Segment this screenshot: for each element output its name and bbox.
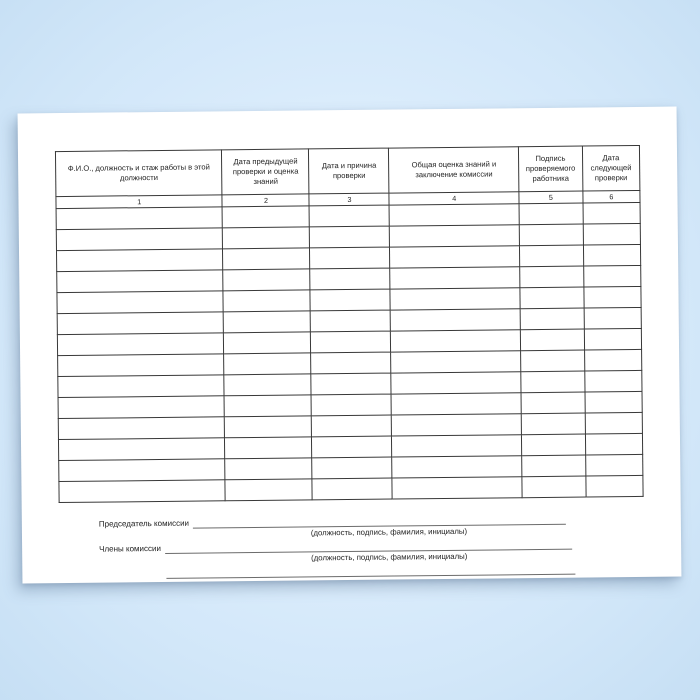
table-empty-cell: [58, 417, 225, 440]
table-empty-cell: [311, 331, 391, 353]
table-empty-cell: [312, 436, 392, 458]
signature-caption: (должность, подпись, фамилия, инициалы): [310, 526, 468, 537]
table-empty-cell: [585, 433, 642, 455]
table-empty-cell: [519, 203, 583, 225]
table-empty-cell: [56, 207, 223, 230]
table-empty-cell: [58, 438, 225, 461]
table-empty-cell: [520, 266, 584, 288]
table-empty-cell: [521, 371, 585, 393]
table-empty-cell: [391, 330, 521, 352]
table-empty-cell: [310, 226, 390, 248]
table-empty-cell: [521, 350, 585, 372]
table-empty-cell: [391, 393, 521, 415]
table-empty-cell: [522, 455, 586, 477]
table-empty-cell: [224, 374, 311, 396]
table-empty-cell: [390, 267, 520, 289]
table-empty-cell: [390, 246, 520, 268]
table-empty-cell: [223, 290, 310, 312]
table-empty-cell: [585, 412, 642, 434]
table-empty-cell: [59, 459, 226, 482]
table-empty-cell: [520, 245, 584, 267]
table-empty-cell: [392, 456, 522, 478]
table-empty-cell: [310, 247, 390, 269]
column-number-cell: 5: [519, 191, 583, 204]
table-empty-cell: [584, 286, 641, 308]
table-empty-cell: [225, 437, 312, 459]
header-cell-fio: Ф.И.О., должность и стаж работы в этой должности: [55, 150, 222, 197]
table-empty-cell: [391, 372, 521, 394]
column-number-cell: 1: [56, 195, 223, 209]
table-empty-cell: [311, 310, 391, 332]
header-cell-overall-assessment: Общая оценка знаний и заключение комиссии: [389, 147, 519, 193]
table-empty-cell: [583, 202, 640, 224]
table-empty-cell: [57, 270, 224, 293]
table-empty-cell: [223, 248, 310, 270]
table-empty-cell: [521, 413, 585, 435]
table-empty-cell: [520, 308, 584, 330]
column-number-cell: 3: [309, 193, 389, 206]
chairman-label: Председатель комиссии: [98, 518, 190, 529]
extra-member-signature-line: [166, 563, 575, 578]
table-empty-cell: [390, 225, 520, 247]
table-empty-cell: [583, 265, 640, 287]
table-empty-cell: [225, 458, 312, 480]
table-empty-cell: [224, 353, 311, 375]
signature-caption: (должность, подпись, фамилия, инициалы): [311, 551, 468, 562]
table-empty-cell: [310, 268, 390, 290]
document-page: [18, 107, 682, 584]
table-empty-cell: [583, 223, 640, 245]
table-empty-cell: [312, 457, 392, 479]
table-blank-rows: [56, 202, 643, 502]
table-empty-cell: [519, 224, 583, 246]
table-empty-cell: [584, 349, 641, 371]
table-empty-cell: [224, 332, 311, 354]
table-empty-cell: [521, 392, 585, 414]
header-cell-signature: Подпись проверяемого работника: [519, 146, 583, 192]
signature-block: [99, 511, 620, 579]
table-empty-cell: [522, 476, 586, 498]
table-empty-cell: [583, 244, 640, 266]
table-empty-cell: [58, 354, 225, 377]
table-empty-cell: [520, 287, 584, 309]
table-empty-cell: [59, 480, 226, 503]
table-empty-cell: [57, 312, 224, 335]
header-cell-next-check: Дата следующей проверки: [582, 145, 640, 191]
table-empty-cell: [312, 478, 392, 500]
table-empty-cell: [585, 454, 642, 476]
page-content: [18, 107, 682, 580]
table-empty-cell: [389, 204, 519, 226]
table-empty-cell: [57, 291, 224, 314]
table-empty-cell: [310, 289, 390, 311]
header-cell-previous-check: Дата предыдущей проверки и оценка знаний: [222, 149, 309, 195]
table-empty-cell: [58, 396, 225, 419]
table-empty-cell: [391, 309, 521, 331]
table-empty-cell: [391, 351, 521, 373]
table-empty-cell: [584, 328, 641, 350]
table-empty-cell: [520, 329, 584, 351]
table-empty-cell: [390, 288, 520, 310]
table-header-row: [55, 145, 639, 196]
column-number-cell: 2: [222, 194, 309, 207]
table-empty-cell: [225, 479, 312, 501]
table-empty-cell: [311, 352, 391, 374]
table-empty-cell: [223, 269, 310, 291]
table-empty-cell: [392, 435, 522, 457]
table-empty-cell: [224, 395, 311, 417]
table-empty-cell: [222, 206, 309, 228]
table-empty-cell: [57, 333, 224, 356]
table-empty-cell: [223, 227, 310, 249]
table-empty-cell: [585, 370, 642, 392]
table-empty-cell: [56, 228, 223, 251]
knowledge-check-table: [55, 145, 644, 503]
table-empty-cell: [311, 373, 391, 395]
table-empty-cell: [224, 311, 311, 333]
table-empty-cell: [585, 391, 642, 413]
table-empty-cell: [56, 249, 223, 272]
table-empty-cell: [225, 416, 312, 438]
header-cell-date-reason: Дата и причина проверки: [309, 148, 389, 194]
column-number-cell: 4: [389, 192, 519, 205]
table-empty-cell: [584, 307, 641, 329]
table-empty-cell: [311, 394, 391, 416]
table-empty-cell: [312, 415, 392, 437]
table-empty-cell: [392, 477, 522, 499]
table-empty-cell: [309, 205, 389, 227]
members-label: Члены комиссии: [99, 543, 161, 554]
table-empty-cell: [58, 375, 225, 398]
table-empty-cell: [586, 475, 643, 497]
table-empty-cell: [522, 434, 586, 456]
column-number-cell: 6: [583, 190, 640, 203]
table-empty-cell: [392, 414, 522, 436]
